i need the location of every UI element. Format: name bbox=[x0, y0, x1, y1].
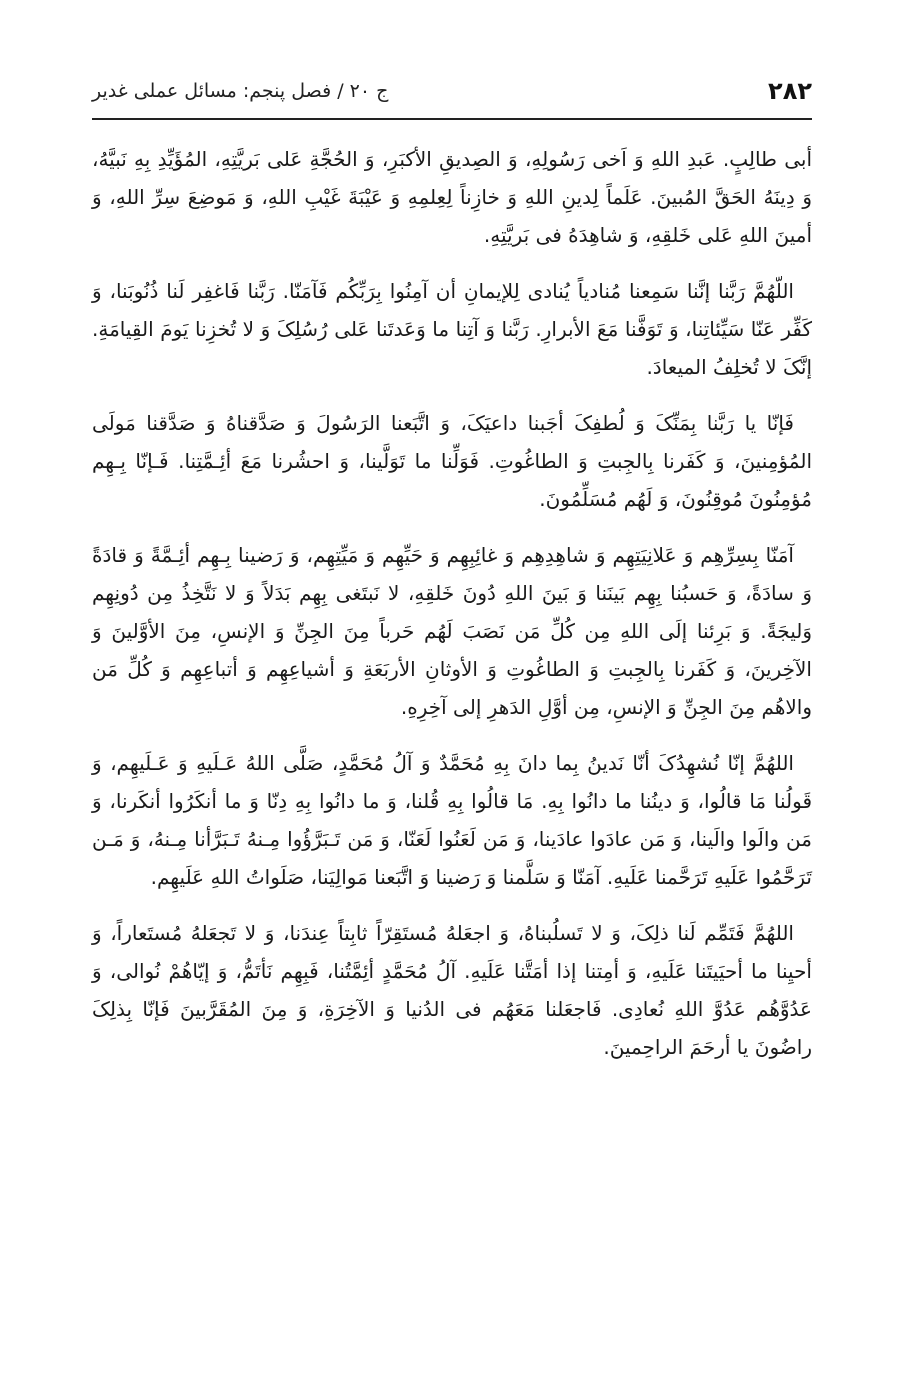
paragraph-2: اللّهُمَّ رَبَّنا إنَّنا سَمِعنا مُنادیاً یُنادی لِلإیمانِ أن آمِنُوا بِرَبِّکُم فَآمَنّا. رَبَّنا فَاغفِر لَنا ذُنُوبَنا، وَ کَفِّر عَنّا سَیِّئاتِنا، وَ تَوَفَّنا مَعَ الأبرارِ. رَبَّنا وَ آتِنا ما وَعَدتَنا عَلی رُسُلِکَ وَ لا تُخزِنا یَومَ القِیامَةِ. إنَّکَ لا تُخلِفُ المیعادَ. bbox=[92, 279, 812, 379]
running-head: ج ۲۰ / فصل پنجم: مسائل عملی غدیر bbox=[92, 80, 389, 102]
paragraph-5: اللهُمَّ إنّا نُشهِدُکَ أنّا نَدینُ بِما دانَ بِهِ مُحَمَّدٌ وَ آلُ مُحَمَّدٍ، صَلَّی اللهُ عَـلَیهِ وَ عَـلَیهِم، وَ قَولُنا مَا قالُوا، وَ دینُنا ما دانُوا بِهِ. مَا قالُوا بِهِ قُلنا، وَ ما دانُوا بِهِ دِنّا وَ ما أنکَرُوا أنکَرنا، وَ مَن والَوا والَینا، وَ مَن عادَوا عادَینا، وَ مَن لَعَنُوا لَعَنّا، وَ مَن تَـبَرَّؤُوا مِـنهُ تَـبَرَّأنا مِـنهُ، وَ مَـن تَرَحَّمُوا عَلَیهِ تَرَحَّمنا عَلَیهِ. آمَنّا وَ سَلَّمنا وَ رَضینا وَ اتَّبَعنا مَوالِیَنا، صَلَواتُ اللهِ عَلَیهِم. bbox=[92, 751, 812, 889]
paragraph-3: فَإنّا یا رَبَّنا بِمَنِّکَ وَ لُطفِکَ أجَبنا داعیَکَ، وَ اتَّبَعنا الرَسُولَ وَ صَدَّقناهُ وَ صَدَّقنا مَولَی المُؤمِنینَ، وَ کَفَرنا بِالجِبتِ وَ الطاغُوتِ. فَوَلِّنا ما تَوَلَّینا، وَ احشُرنا مَعَ أئِـمَّتِنا. فَـإنّا بِـهِم مُؤمِنُونَ مُوقِنُونَ، وَ لَهُم مُسَلِّمُونَ. bbox=[92, 411, 812, 511]
page-number: ۲۸۲ bbox=[768, 77, 812, 105]
paragraph-1: أبی طالِبٍ. عَبدِ اللهِ وَ اَخی رَسُولِهِ، وَ الصِدیقِ الأکبَرِ، وَ الحُجَّةِ عَلی بَریَّتِهِ، المُؤَیِّدِ بِهِ نَبیَّهُ، وَ دِینَهُ الحَقَّ المُبینَ. عَلَماً لِدینِ اللهِ وَ خازِناً لِعِلمِهِ وَ عَیْبَةَ غَیْبِ اللهِ، وَ مَوضِعَ سِرِّ اللهِ، وَ أمینَ اللهِ عَلی خَلقِهِ، وَ شاهِدَهُ فی بَریَّتِهِ. bbox=[92, 147, 812, 247]
body-text bbox=[92, 140, 812, 1084]
paragraph-6: اللهُمَّ فَتَمِّم لَنا ذلِکَ، وَ لا تَسلُبناهُ، وَ اجعَلهُ مُستَقِرّاً ثابِتاً عِندَنا، وَ لا تَجعَلهُ مُستَعاراً، وَ أحیِنا ما أحیَیتَنا عَلَیهِ، وَ أمِتنا إذا أمَتَّنا عَلَیهِ. آلُ مُحَمَّدٍ أئِمَّتُنا، فَبِهِم نَأتَمُّ، وَ إیّاهُمْ نُوالی، وَ عَدُوَّهُم عَدُوَّ اللهِ نُعادِی. فَاجعَلنا مَعَهُم فی الدُنیا وَ الآخِرَةِ، وَ مِنَ المُقَرَّبینَ فَإنّا بِذلِکَ راضُونَ یا أرحَمَ الراحِمینَ. bbox=[92, 921, 812, 1059]
paragraph-4: آمَنّا بِسِرِّهِم وَ عَلانِیَتِهِم وَ شاهِدِهِم وَ غائِبِهِم وَ حَیِّهِم وَ مَیِّتِهِم، وَ رَضینا بِـهِم أئِـمَّةً وَ قادَةً وَ سادَةً، وَ حَسبُنا بِهِم بَینَنا وَ بَینَ اللهِ دُونَ خَلقِهِ، لا نَبتَغی بِهِم بَدَلاً وَ لا نَتَّخِذُ مِن دُونِهِم وَلیجَةً. وَ بَرِئنا إلَی اللهِ مِن کُلِّ مَن نَصَبَ لَهُم حَرباً مِنَ الجِنِّ وَ الإنسِ، مِنَ الأوَّلینَ وَ الآخِرینَ، وَ کَفَرنا بِالجِبتِ وَ الطاغُوتِ وَ الأوثانِ الأربَعَةِ وَ أشیاعِهِم وَ أتباعِهِم وَ کُلِّ مَن والاهُم مِنَ الجِنِّ وَ الإنسِ، مِن أوَّلِ الدَهرِ إلی آخِرِهِ. bbox=[92, 543, 812, 719]
header-rule bbox=[92, 118, 812, 120]
page-header bbox=[92, 68, 812, 114]
